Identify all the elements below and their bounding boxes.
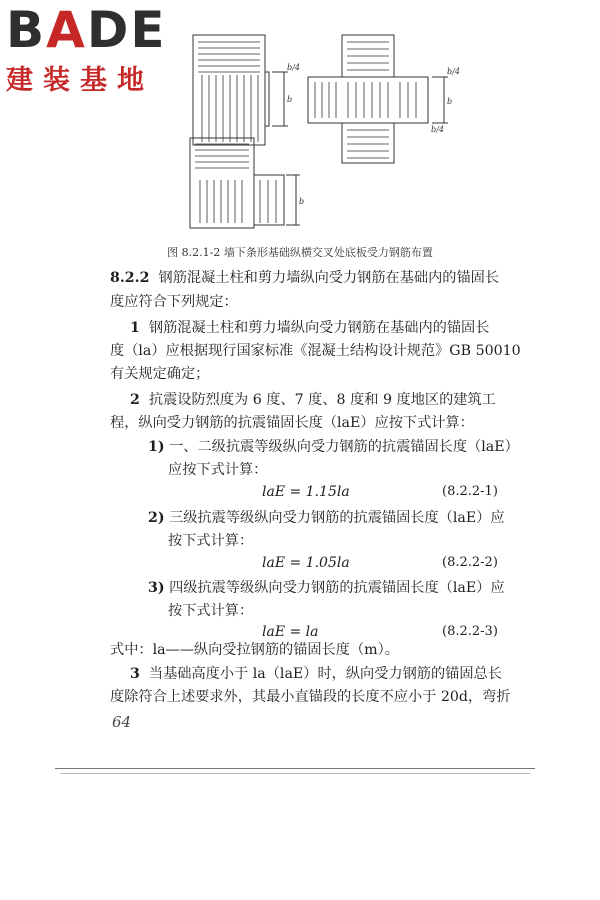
logo-subtitle: 建装基地: [6, 65, 154, 96]
item3-line1: 3 当基础高度小于 la（laE）时，纵向受力钢筋的锚固总长: [130, 666, 502, 682]
section-number: 8.2.2: [110, 270, 150, 286]
item1-line1: 1 钢筋混凝土柱和剪力墙纵向受力钢筋在基础内的锚固长: [130, 320, 490, 336]
equation-3: laE = la: [262, 624, 319, 640]
sub2-line2: 按下式计算：: [168, 533, 254, 549]
dim-label: b: [447, 97, 453, 106]
equation-2-number: (8.2.2-2): [442, 555, 498, 570]
item2-line1: 2 抗震设防烈度为 6 度、7 度、8 度和 9 度地区的建筑工: [130, 392, 496, 408]
item2-line2: 程，纵向受力钢筋的抗震锚固长度（laE）应按下式计算：: [110, 415, 474, 431]
page-bottom-rule: [60, 773, 530, 774]
dim-label: b: [299, 197, 305, 206]
sub1-line2: 应按下式计算：: [168, 462, 268, 478]
item1-line3: 有关规定确定；: [110, 366, 210, 382]
section-intro-line2: 度应符合下列规定：: [110, 294, 238, 310]
rebar-layout-figure: [180, 30, 520, 240]
item1-line2: 度（la）应根据现行国家标准《混凝土结构设计规范》GB 50010: [110, 343, 521, 359]
section-intro-line1: 8.2.2 钢筋混凝土柱和剪力墙纵向受力钢筋在基础内的锚固长: [110, 270, 500, 286]
sub1-line1: 1) 一、二级抗震等级纵向受力钢筋的抗震锚固长度（laE）: [148, 439, 519, 455]
dim-label: b/4: [431, 125, 444, 134]
figure-caption: 图 8.2.1-2 墙下条形基础纵横交叉处底板受力钢筋布置: [167, 246, 433, 259]
equation-1: laE = 1.15la: [262, 484, 350, 500]
dim-label: b/4: [287, 63, 300, 72]
sub3-line2: 按下式计算：: [168, 603, 254, 619]
sub3-line1: 3) 四级抗震等级纵向受力钢筋的抗震锚固长度（laE）应: [148, 580, 505, 596]
dim-label: b/4: [447, 67, 460, 76]
page-number: 64: [112, 713, 132, 731]
logo-wordmark: BADE: [6, 1, 167, 59]
equation-2: laE = 1.05la: [262, 555, 350, 571]
equation-1-number: (8.2.2-1): [442, 484, 498, 499]
dim-label: b: [287, 95, 293, 104]
where-clause: 式中：la——纵向受拉钢筋的锚固长度（m）。: [110, 642, 399, 658]
equation-3-number: (8.2.2-3): [442, 624, 498, 639]
sub2-line1: 2) 三级抗震等级纵向受力钢筋的抗震锚固长度（laE）应: [148, 510, 505, 526]
item3-line2: 度除符合上述要求外，其最小直锚段的长度不应小于 20d，弯折: [110, 689, 511, 705]
bade-logo: [6, 1, 167, 97]
page-bottom-rule: [55, 768, 535, 769]
